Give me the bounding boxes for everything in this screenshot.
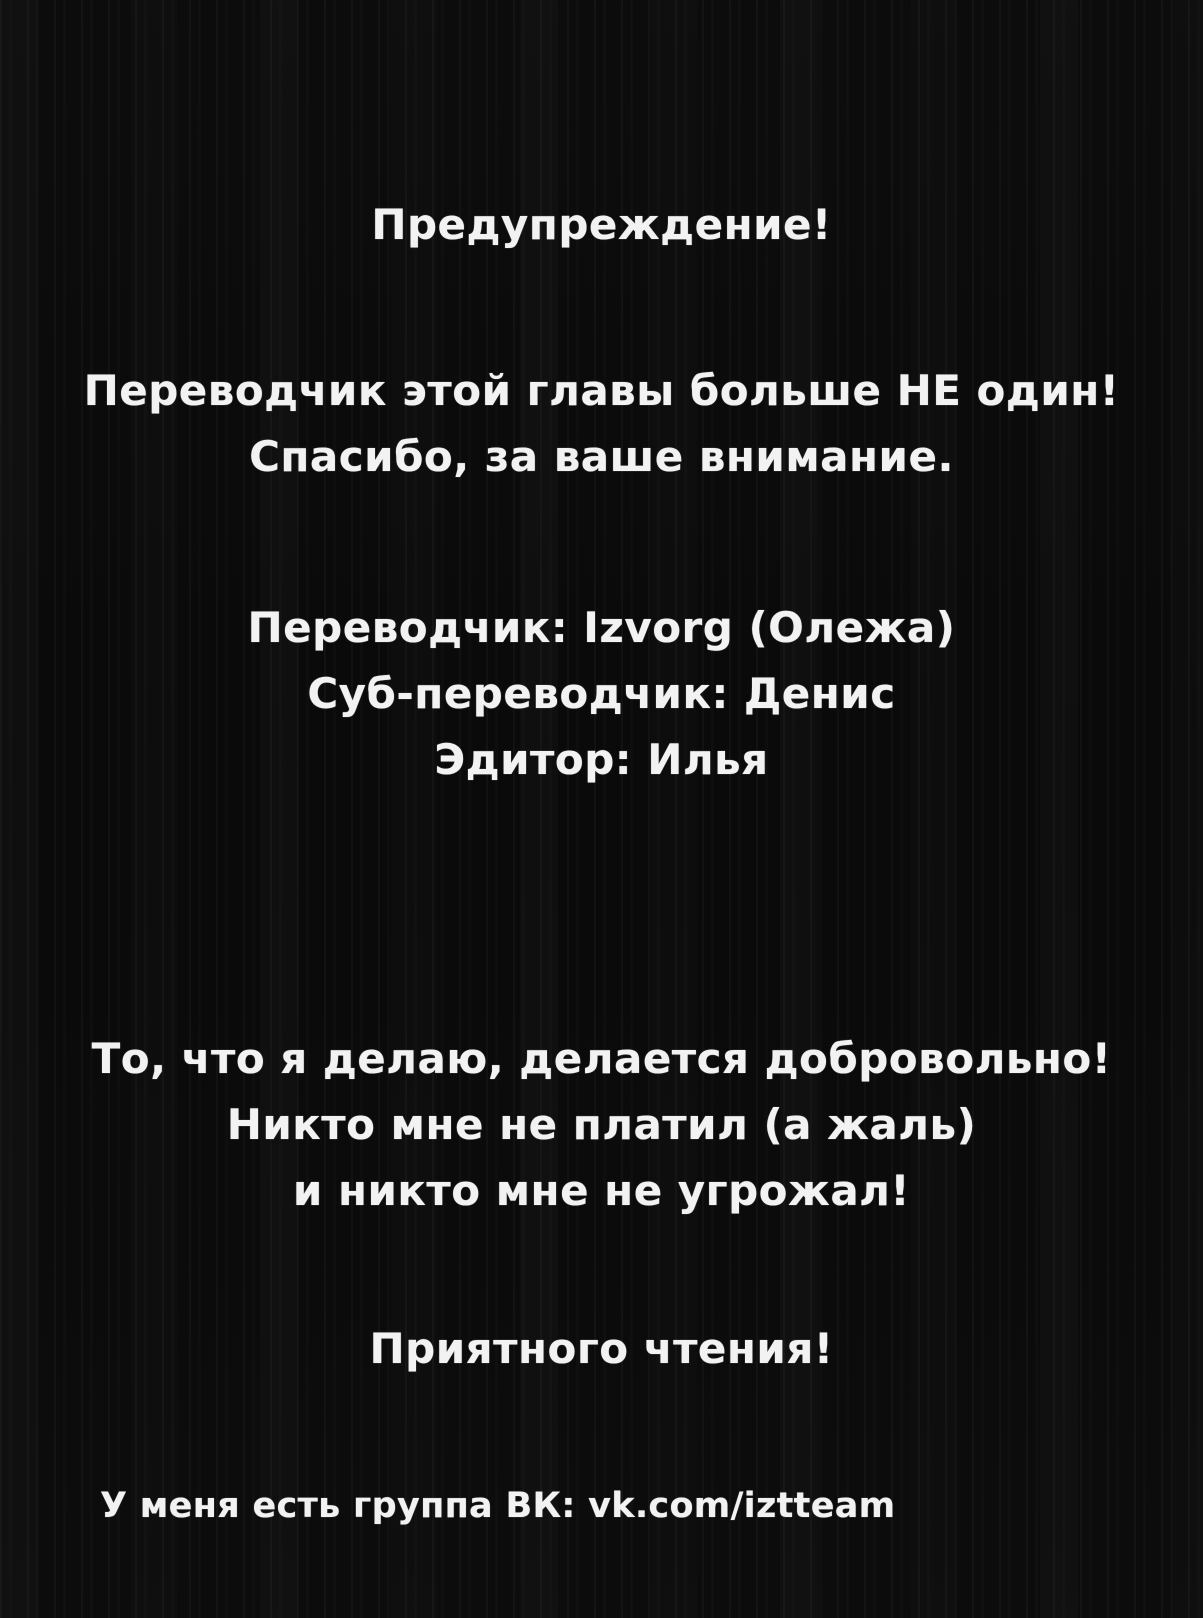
credits-block xyxy=(0,595,1203,793)
disclaimer-line-3: и никто мне не угрожал! xyxy=(292,1166,911,1215)
disclaimer-line-2: Никто мне не платил (а жаль) xyxy=(226,1100,977,1149)
credit-translator: Переводчик: Izvorg (Олежа) xyxy=(247,603,956,652)
credit-sub-translator: Суб-переводчик: Денис xyxy=(307,669,896,718)
warning-title: Предупреждение! xyxy=(371,200,832,249)
notice-line-1: Переводчик этой главы больше НЕ один! xyxy=(83,366,1120,415)
notice-block xyxy=(0,358,1203,490)
closing-note: Приятного чтения! xyxy=(369,1324,834,1373)
notice-line-2: Спасибо, за ваше внимание. xyxy=(249,432,954,481)
credit-editor: Эдитор: Илья xyxy=(434,735,769,784)
disclaimer-line-1: То, что я делаю, делается добровольно! xyxy=(91,1034,1112,1083)
vk-group-footer: У меня есть группа ВК: vk.com/iztteam xyxy=(100,1486,896,1526)
disclaimer-block xyxy=(0,1026,1203,1224)
